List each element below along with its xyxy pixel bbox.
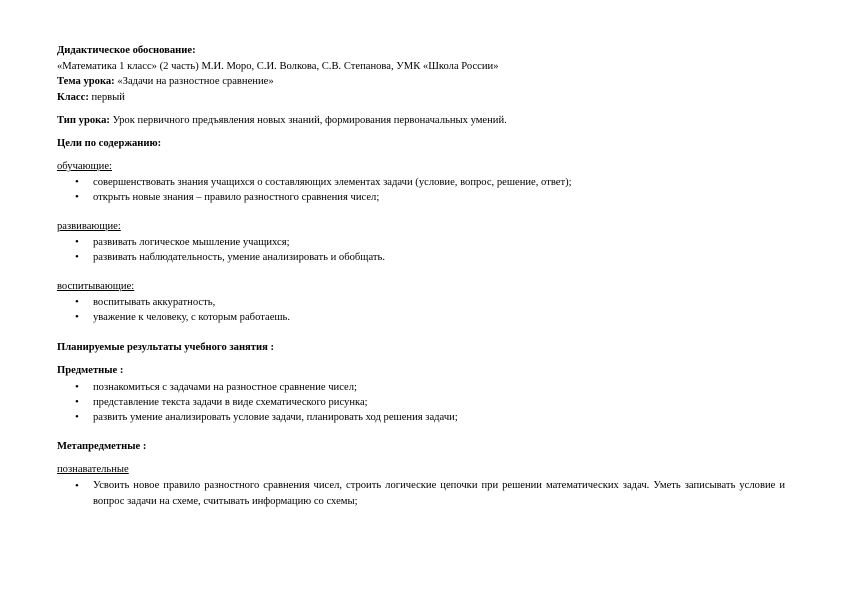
list-item: • развить умение анализировать условие задачи, планировать ход решения задачи; [75,410,458,425]
educational-list [75,175,572,205]
list-item: • познакомиться с задачами на разностное сравнение чисел; [75,380,458,395]
subject-results-list [75,380,458,425]
cognitive-list [75,478,785,510]
class-label: Класс: [57,92,89,103]
didactic-label: Дидактическое обоснование: [57,45,196,56]
list-item: • представление текста задачи в виде схематического рисунка; [75,395,458,410]
topic-label: Тема урока: [57,76,115,87]
meta-results-label: Метапредметные : [57,441,147,452]
educational-label: обучающие: [57,161,112,172]
lesson-type-label: Тип урока: [57,115,110,126]
lesson-type-value: Урок первичного предъявления новых знаний, формирования первоначальных умений. [109,115,507,126]
developing-label: развивающие: [57,221,121,232]
list-item: • развивать логическое мышление учащихся; [75,235,385,250]
developing-list [75,235,385,265]
list-item: • открыть новые знания – правило разностного сравнения чисел; [75,190,572,205]
lesson-type-line [57,114,507,127]
textbook-line: «Математика 1 класс» (2 часть) М.И. Моро, С.И. Волкова, С.В. Степанова, УМК «Школа России» [57,61,499,72]
goals-heading: Цели по содержанию: [57,138,162,149]
list-item: • Усвоить новое правило разностного сравнения чисел, строить логические цепочки при решении математических задач. Уметь записывать условие и вопрос задачи на схеме, считывать информацию со схемы; [75,478,785,510]
cognitive-label: познавательные [57,464,129,475]
list-item: • уважение к человеку, с которым работаешь. [75,310,290,325]
upbringing-label: воспитывающие: [57,281,135,292]
list-item: • развивать наблюдательность, умение анализировать и обобщать. [75,250,385,265]
class-value: первый [88,92,125,103]
subject-results-label: Предметные : [57,365,124,376]
class-line [57,91,125,104]
upbringing-list [75,295,290,325]
topic-line [57,75,274,88]
results-heading: Планируемые результаты учебного занятия : [57,342,275,353]
list-item: • воспитывать аккуратность, [75,295,290,310]
list-item: • совершенствовать знания учащихся о составляющих элементах задачи (условие, вопрос, решение, ответ); [75,175,572,190]
topic-value: «Задачи на разностное сравнение» [114,76,274,87]
